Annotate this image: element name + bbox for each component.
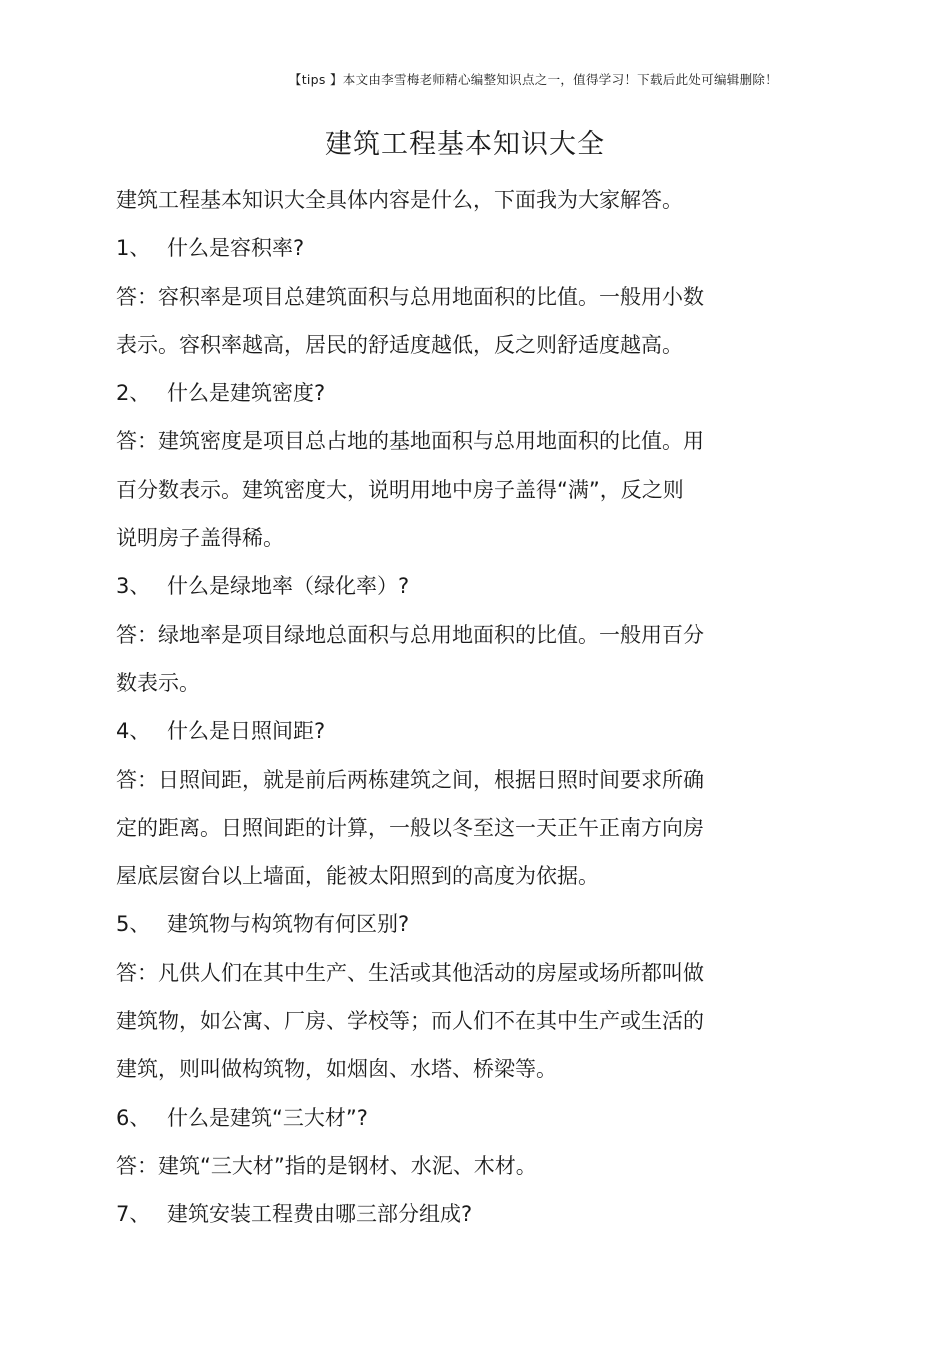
question-1 bbox=[116, 224, 766, 272]
document-title: 建筑工程基本知识大全 bbox=[325, 129, 605, 160]
question-5 bbox=[116, 900, 766, 948]
answer-line: 百分数表示。建筑密度大，说明用地中房子盖得“满”，反之则 bbox=[116, 477, 684, 502]
question-number: 1、 bbox=[116, 236, 151, 261]
answer-line: 说明房子盖得稀。 bbox=[116, 526, 284, 551]
answer-line: 表示。容积率越高，居民的舒适度越低，反之则舒适度越高。 bbox=[116, 332, 683, 357]
question-text: 什么是建筑密度? bbox=[167, 381, 326, 406]
answer-line: 答：绿地率是项目绿地总面积与总用地面积的比值。一般用百分 bbox=[116, 622, 704, 647]
question-number: 2、 bbox=[116, 381, 151, 406]
answer-line: 答：日照间距，就是前后两栋建筑之间，根据日照时间要求所确 bbox=[116, 767, 704, 792]
answer-line: 建筑物，如公寓、厂房、学校等；而人们不在其中生产或生活的 bbox=[116, 1009, 704, 1034]
answer-line: 答：建筑密度是项目总占地的基地面积与总用地面积的比值。用 bbox=[116, 429, 704, 454]
question-text: 什么是绿地率（绿化率）? bbox=[167, 574, 410, 599]
answer-line: 建筑，则叫做构筑物，如烟囱、水塔、桥梁等。 bbox=[116, 1057, 557, 1082]
question-4 bbox=[116, 707, 766, 755]
question-number: 7、 bbox=[116, 1202, 151, 1227]
answer-line: 数表示。 bbox=[116, 670, 200, 695]
question-7 bbox=[116, 1190, 766, 1238]
answer-line: 屋底层窗台以上墙面，能被太阳照到的高度为依据。 bbox=[116, 864, 599, 889]
question-text: 什么是容积率? bbox=[167, 236, 305, 261]
tips-header: 【tips 】本文由李雪梅老师精心编整知识点之一，值得学习！下载后此处可编辑删除！ bbox=[288, 72, 778, 87]
answer-line: 答：凡供人们在其中生产、生活或其他活动的房屋或场所都叫做 bbox=[116, 960, 704, 985]
intro-paragraph: 建筑工程基本知识大全具体内容是什么，下面我为大家解答。 bbox=[116, 188, 683, 212]
answer-line: 答：容积率是项目总建筑面积与总用地面积的比值。一般用小数 bbox=[116, 284, 704, 309]
question-6 bbox=[116, 1094, 766, 1142]
question-text: 建筑安装工程费由哪三部分组成? bbox=[167, 1202, 473, 1227]
question-text: 什么是日照间距? bbox=[167, 719, 326, 744]
question-number: 3、 bbox=[116, 574, 151, 599]
document-body bbox=[116, 176, 766, 1239]
question-text: 什么是建筑“三大材”? bbox=[167, 1105, 368, 1130]
question-number: 5、 bbox=[116, 912, 151, 937]
answer-line: 定的距离。日照间距的计算，一般以冬至这一天正午正南方向房 bbox=[116, 815, 704, 840]
question-3 bbox=[116, 562, 766, 610]
question-text: 建筑物与构筑物有何区别? bbox=[167, 912, 410, 937]
question-number: 4、 bbox=[116, 719, 151, 744]
question-number: 6、 bbox=[116, 1105, 151, 1130]
question-2 bbox=[116, 369, 766, 417]
answer-line: 答：建筑“三大材”指的是钢材、水泥、木材。 bbox=[116, 1153, 537, 1178]
